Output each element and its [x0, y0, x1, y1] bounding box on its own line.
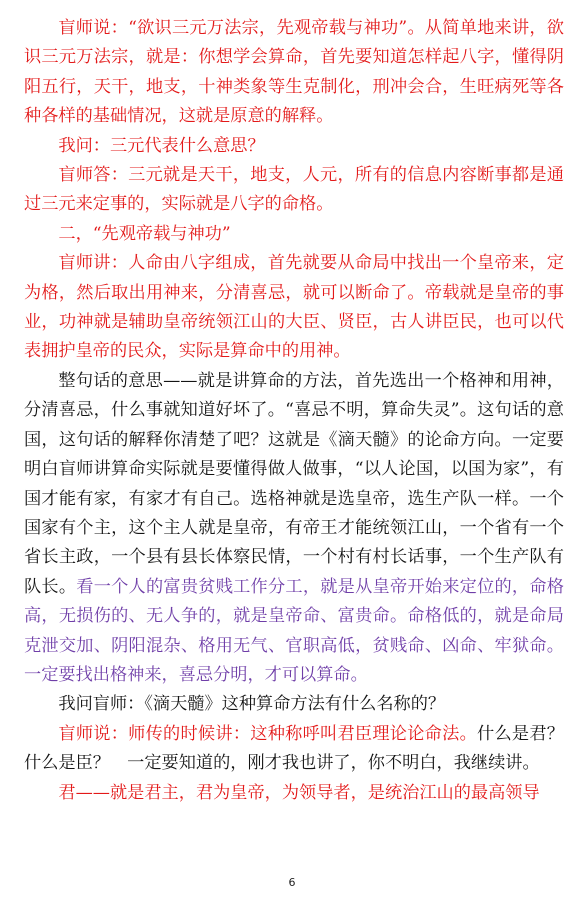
- paragraph-7-run-1: 我问盲师：《滴天髓》这种算命方法有什么名称的？: [58, 694, 446, 715]
- paragraph-1-run-1: 盲师说：“欲识三元万法宗，先观帝载与神功”。从简单地来讲，欲识三元万法宗，就是：你想学会算命，首先要知道怎样起八字，懂得阴阳五行，天干，地支，十神类象等生克制化，刑冲会合，生旺病死等各种各样的基础情况，这就是原意的解释。: [24, 18, 564, 127]
- paragraph-6-run-1: 整句话的意思——就是讲算命的方法，首先选出一个格神和用神，分清喜忌，什么事就知道好坏了。“喜忌不明，算命失灵”。这句话的意国，这句话的解释你清楚了吧？这就是《滴天髓》的论命方向。一定要明白盲师讲算命实际就是要懂得做人做事，“以人论国，以国为家”，有国才能有家，有家才有自己。选格神就是选皇帝，选生产队一样。一个国家有个主，这个主人就是皇帝，有帝王才能统领江山，一个省有一个省长主政，一个县有县长体察民情，一个村有村长话事，一个生产队有队长。: [24, 370, 564, 597]
- paragraph-8-run-2: 什么是君？什么是臣？ 一定要知道的，刚才我也讲了，你不明白，我继续讲。: [24, 723, 564, 774]
- document-body: [24, 14, 564, 808]
- paragraph-3-run-1: 盲师答：三元就是天干，地支，人元，所有的信息内容断事都是通过三元来定事的，实际就是八字的命格。: [24, 165, 564, 215]
- paragraph-4-run-1: 二，“先观帝载与神功”: [58, 223, 231, 244]
- paragraph-5-run-1: 盲师讲：人命由八字组成，首先就要从命局中找出一个皇帝来，定为格，然后取出用神来，分清喜忌，就可以断命了。帝载就是皇帝的事业，功神就是辅助皇帝统领江山的大臣、贤臣，古人讲臣民，也可以代表拥护皇帝的民众，实际是算命中的用神。: [24, 253, 564, 362]
- paragraph-8-run-1: 盲师说：师传的时候讲：这种称呼叫君臣理论论命法。: [58, 723, 478, 744]
- paragraph-2-run-1: 我问：三元代表什么意思？: [58, 135, 265, 156]
- paragraph-9: [24, 779, 564, 808]
- paragraph-1: [24, 14, 564, 132]
- paragraph-6-run-2: 看一个人的富贵贫贱工作分工，就是从皇帝开始来定位的，命格高，无损伤的、无人争的，就是皇帝命、富贵命。命格低的，就是命局克泄交加、阴阳混杂、格用无气、官职高低，贫贱命、凶命、牢狱命。一定要找出格神来，喜忌分明，才可以算命。: [24, 576, 564, 685]
- paragraph-4-heading: [24, 220, 564, 249]
- paragraph-6: [24, 367, 564, 690]
- paragraph-2: [24, 132, 564, 161]
- paragraph-9-run-1: 君——就是君主，君为皇帝，为领导者，是统治江山的最高领导: [58, 782, 540, 803]
- paragraph-5: [24, 249, 564, 367]
- paragraph-7: [24, 690, 564, 719]
- paragraph-3: [24, 161, 564, 220]
- page-number: 6: [288, 876, 296, 889]
- paragraph-8: [24, 720, 564, 779]
